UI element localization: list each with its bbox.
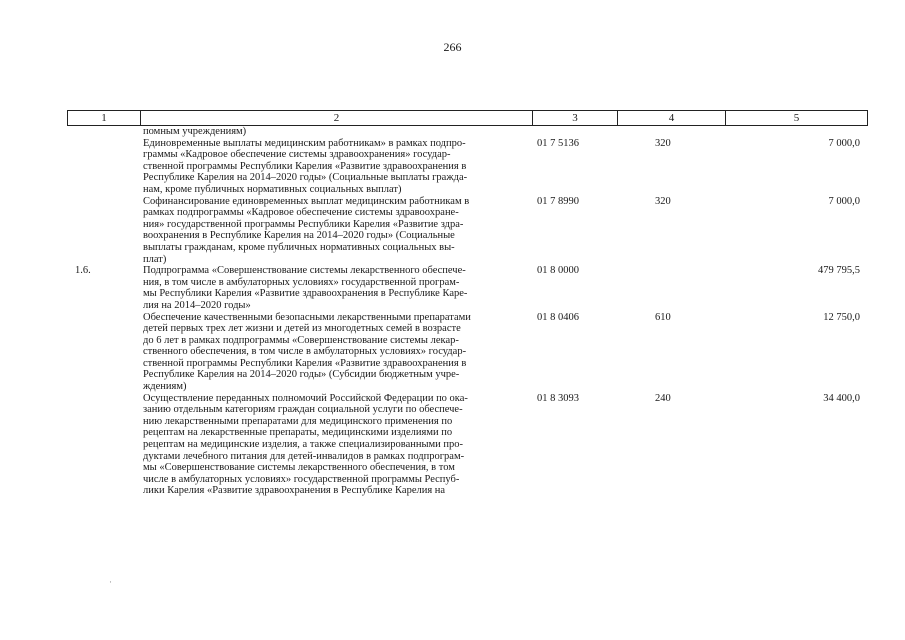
row-description: Софинансирование единовременных выплат медицинским работникам в рамках подпрограммы «Кадровое обеспечение системы здравоохране- ния» государственной программы Республики Карелия «Развитие здра- воохранения в Республике Карелия на 2014–2020 годы» (Социальные выплаты гражданам, кроме публичных нормативных социальных вы- плат) — [143, 195, 470, 265]
table-row — [67, 312, 868, 393]
row-expense-type: 610 — [655, 311, 671, 323]
row-code: 01 7 8990 — [537, 195, 579, 207]
row-expense-type: 320 — [655, 195, 671, 207]
row-description: Единовременные выплаты медицинским работникам» в рамках подпро- граммы «Кадровое обеспечение системы здравоохранения» государ- ственной программы Республики Карелия «Развитие здравоохранения в Республике Карелия на 2014–2020 годы» (Социальные выплаты гражда- нам, кроме публичных нормативных социальных выплат) — [143, 137, 468, 195]
row-description: помным учреждениям) — [143, 126, 247, 137]
table-row — [67, 196, 868, 266]
row-amount: 7 000,0 — [828, 137, 860, 149]
column-header-5: 5 — [793, 112, 800, 124]
row-amount: 479 795,5 — [818, 265, 860, 277]
row-code: 01 8 0406 — [537, 311, 579, 323]
table-row — [67, 138, 868, 196]
budget-table — [67, 110, 868, 497]
row-code: 01 8 0000 — [537, 265, 579, 277]
page-number: 266 — [443, 40, 462, 54]
row-expense-type: 320 — [655, 137, 671, 149]
table-header-row — [67, 110, 868, 126]
table-row — [67, 393, 868, 497]
row-description: Осуществление переданных полномочий Российской Федерации по ока- занию отдельным категориям граждан социальной услуги по обеспече- нию лекарственными препаратами для медицинского применения по рецептам на лекарственные препараты, медицинскими изделиями по рецептам на медицинские изделия, а также специализированными про- дуктами лечебного питания для детей-инвалидов в рамках подпрограм- мы «Совершенствование системы лекарственного обеспечения, в том числе в амбулаторных условиях» государственной программы Респуб- лики Карелия «Развитие здравоохранения в Республике Карелия на — [143, 392, 468, 497]
row-description: Подпрограмма «Совершенствование системы лекарственного обеспече- ния, в том числе в амбулаторных условиях» государственной програм- мы Республики Карелия «Развитие здравоохранения в Республике Каре- лия на 2014–2020 годы» — [143, 265, 468, 311]
column-header-4: 4 — [618, 111, 726, 125]
table-row — [67, 126, 868, 138]
row-expense-type: 240 — [655, 392, 671, 404]
column-header-2: 2 — [141, 111, 533, 125]
row-amount: 7 000,0 — [828, 195, 860, 207]
scan-speck: · — [109, 577, 112, 587]
row-amount: 12 750,0 — [823, 311, 860, 323]
row-number: 1.6. — [75, 265, 91, 277]
column-header-1: 1 — [68, 111, 141, 125]
column-header-3: 3 — [533, 111, 618, 125]
row-code: 01 7 5136 — [537, 137, 579, 149]
row-code: 01 8 3093 — [537, 392, 579, 404]
row-amount: 34 400,0 — [823, 392, 860, 404]
table-row — [67, 265, 868, 311]
table-body — [67, 126, 868, 497]
row-description: Обеспечение качественными безопасными лекарственными препаратами детей первых трех лет жизни и детей из многодетных семей в возрасте до 6 лет в рамках подпрограммы «Совершенствование системы лекар- ственного обеспечения, в том числе в амбулаторных условиях» государ- ственной программы Республики Карелия «Развитие здравоохранения в Республике Карелия на 2014–2020 годы» (Субсидии бюджетным учре- ждениям) — [143, 311, 471, 393]
